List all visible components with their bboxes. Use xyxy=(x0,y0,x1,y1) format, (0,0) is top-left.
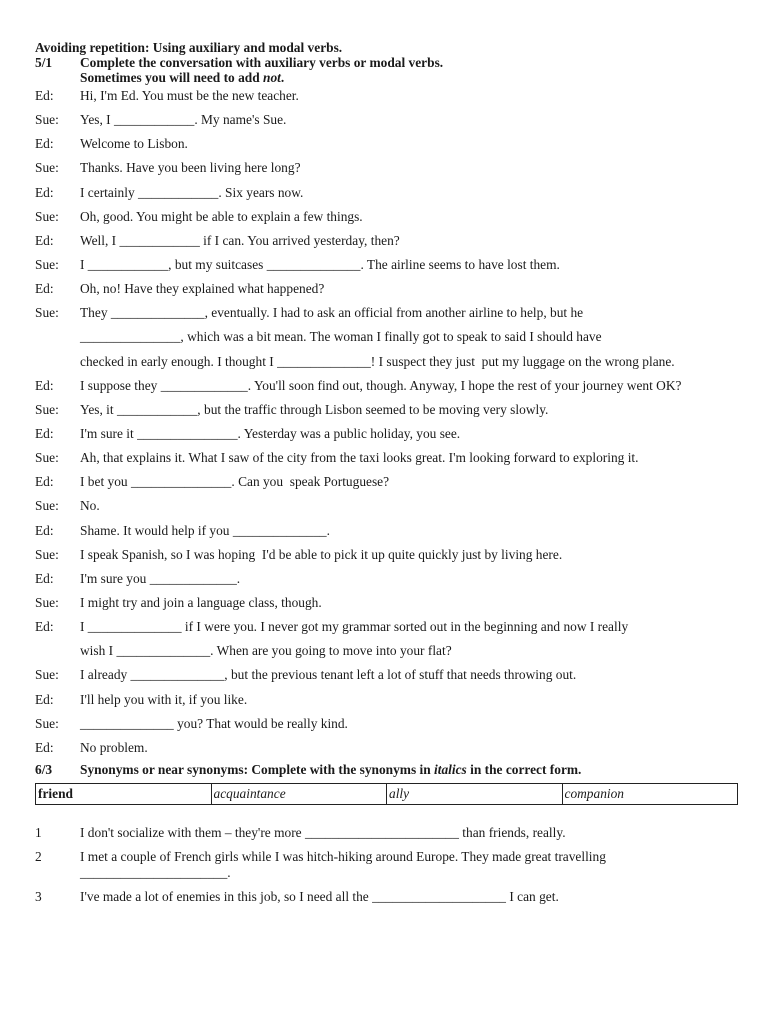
speaker-label: Sue: xyxy=(35,160,59,176)
dialogue-line xyxy=(35,209,740,225)
exercise-1-instructions xyxy=(80,55,443,85)
speaker-label: Ed: xyxy=(35,377,54,393)
speaker-label: Ed: xyxy=(35,619,54,635)
dialogue-text: Hi, I'm Ed. You must be the new teacher. xyxy=(80,88,299,103)
dialogue-line xyxy=(35,329,740,345)
dialogue-line xyxy=(35,474,740,490)
dialogue-text: No problem. xyxy=(80,739,148,755)
instruction-text-end: . xyxy=(280,70,285,85)
speaker-label: Sue: xyxy=(35,498,59,514)
dialogue-text: I'm sure it _______________. Yesterday was a public holiday, you see. xyxy=(80,425,461,441)
dialogue-line xyxy=(35,88,740,104)
synonym-row xyxy=(36,783,738,804)
question-text: I don't socialize with them – they're more _______________________ than friends, really. xyxy=(80,824,566,840)
exercise-2-number: 6/3 xyxy=(35,761,53,777)
dialogue-line xyxy=(35,643,740,659)
dialogue-line xyxy=(35,498,740,514)
instruction-emphasis: not xyxy=(263,70,281,85)
dialogue-text: I speak Spanish, so I was hoping I'd be able to pick it up quite quickly just by living here. xyxy=(80,546,563,562)
dialogue-text: I'll help you with it, if you like. xyxy=(80,691,248,707)
dialogue-text: I might try and join a language class, though. xyxy=(80,594,322,610)
dialogue-line xyxy=(35,619,740,635)
speaker-label: Sue: xyxy=(35,715,59,731)
speaker-label: Ed: xyxy=(35,184,54,200)
dialogue-line xyxy=(35,378,740,394)
dialogue-line xyxy=(35,305,740,321)
dialogue-text: _______________, which was a bit mean. The woman I finally got to speak to said I should have xyxy=(80,329,602,345)
instruction-text: Sometimes you will need to add xyxy=(80,70,264,85)
dialogue-text: I bet you _______________. Can you speak Portuguese? xyxy=(80,474,390,490)
question-item xyxy=(35,849,740,881)
dialogue-text: checked in early enough. I thought I ______________! I suspect they just put my luggage on the wrong plane. xyxy=(80,353,675,369)
dialogue-text: Welcome to Lisbon. xyxy=(80,136,188,152)
instruction-emphasis: italics xyxy=(434,761,467,777)
speaker-label: Sue: xyxy=(35,594,59,610)
speaker-label xyxy=(35,643,80,659)
dialogue-line xyxy=(35,450,740,466)
dialogue-line xyxy=(35,136,740,152)
instruction-text: Synonyms or near synonyms: Complete with the synonyms in xyxy=(80,761,435,777)
speaker-label: Ed: xyxy=(35,281,54,297)
dialogue-line xyxy=(35,547,740,563)
speaker-label: Sue: xyxy=(35,256,59,272)
speaker-label: Sue: xyxy=(35,450,59,466)
speaker-label xyxy=(35,354,80,370)
dialogue-text: I ____________, but my suitcases ______________. The airline seems to have lost them. xyxy=(80,256,560,272)
dialogue-text: Shame. It would help if you ______________. xyxy=(80,522,330,538)
dialogue-line xyxy=(35,257,740,273)
dialogue xyxy=(35,88,740,756)
dialogue-line xyxy=(35,740,740,756)
speaker-label: Sue: xyxy=(35,305,59,321)
synonym-cell-friend: friend xyxy=(36,783,212,804)
exercise-1-instruction-line-2 xyxy=(80,70,443,85)
dialogue-line xyxy=(35,426,740,442)
question-text: I've made a lot of enemies in this job, so I need all the ____________________ I can get. xyxy=(80,888,559,904)
speaker-label: Ed: xyxy=(35,425,54,441)
dialogue-text: I certainly ____________. Six years now. xyxy=(80,184,304,200)
dialogue-text: I ______________ if I were you. I never got my grammar sorted out in the beginning and now I really xyxy=(80,619,629,635)
question-number: 1 xyxy=(35,824,42,840)
speaker-label: Ed: xyxy=(35,522,54,538)
dialogue-line xyxy=(35,112,740,128)
dialogue-text: No. xyxy=(80,498,100,514)
dialogue-text: They ______________, eventually. I had to ask an official from another airline to help, but he xyxy=(80,305,584,321)
dialogue-line xyxy=(35,571,740,587)
dialogue-line xyxy=(35,402,740,418)
dialogue-text: I'm sure you _____________. xyxy=(80,570,241,586)
speaker-label: Ed: xyxy=(35,474,54,490)
dialogue-line xyxy=(35,281,740,297)
dialogue-text: wish I ______________. When are you going to move into your flat? xyxy=(80,643,452,659)
dialogue-text: Yes, it ____________, but the traffic through Lisbon seemed to be moving very slowly. xyxy=(80,401,549,417)
speaker-label: Sue: xyxy=(35,546,59,562)
speaker-label: Ed: xyxy=(35,232,54,248)
speaker-label: Ed: xyxy=(35,88,54,103)
dialogue-line xyxy=(35,185,740,201)
dialogue-line xyxy=(35,354,740,370)
question-number: 2 xyxy=(35,848,42,864)
worksheet-title: Avoiding repetition: Using auxiliary and modal verbs. xyxy=(35,40,343,55)
worksheet-page xyxy=(35,40,740,913)
speaker-label: Ed: xyxy=(35,570,54,586)
dialogue-line xyxy=(35,667,740,683)
speaker-label: Ed: xyxy=(35,691,54,707)
dialogue-line xyxy=(35,233,740,249)
dialogue-line xyxy=(35,692,740,708)
synonym-cell-ally: ally xyxy=(387,783,563,804)
speaker-label xyxy=(35,329,80,345)
dialogue-line xyxy=(35,716,740,732)
speaker-label: Sue: xyxy=(35,667,59,683)
dialogue-text: Yes, I ____________. My name's Sue. xyxy=(80,112,287,128)
question-item xyxy=(35,825,740,841)
question-number: 3 xyxy=(35,888,42,904)
dialogue-text: Ah, that explains it. What I saw of the city from the taxi looks great. I'm looking forward to exploring it. xyxy=(80,450,639,466)
exercise-2-header xyxy=(35,762,740,777)
dialogue-text: ______________ you? That would be really kind. xyxy=(80,715,348,731)
exercise-1-header xyxy=(35,55,740,85)
speaker-label: Ed: xyxy=(35,136,54,152)
dialogue-text: I already ______________, but the previous tenant left a lot of stuff that needs throwing out. xyxy=(80,667,577,683)
question-list xyxy=(35,825,740,905)
synonym-table xyxy=(35,783,738,805)
synonym-cell-companion: companion xyxy=(562,783,738,804)
dialogue-text: Well, I ____________ if I can. You arrived yesterday, then? xyxy=(80,232,400,248)
dialogue-line xyxy=(35,523,740,539)
instruction-text-end: in the correct form. xyxy=(466,761,582,777)
exercise-2-instruction xyxy=(80,762,581,777)
speaker-label: Sue: xyxy=(35,208,59,224)
dialogue-text: I suppose they _____________. You'll soon find out, though. Anyway, I hope the rest of your journey went OK? xyxy=(80,377,682,393)
dialogue-line xyxy=(35,160,740,176)
synonym-cell-acquaintance: acquaintance xyxy=(211,783,387,804)
question-item xyxy=(35,889,740,905)
dialogue-line xyxy=(35,595,740,611)
dialogue-text: Oh, good. You might be able to explain a few things. xyxy=(80,208,363,224)
speaker-label: Sue: xyxy=(35,112,59,128)
exercise-1-number: 5/1 xyxy=(35,55,53,70)
dialogue-text: Thanks. Have you been living here long? xyxy=(80,160,301,176)
dialogue-text: Oh, no! Have they explained what happened? xyxy=(80,281,325,297)
speaker-label: Ed: xyxy=(35,739,54,755)
exercise-1-instruction-line-1: Complete the conversation with auxiliary verbs or modal verbs. xyxy=(80,55,444,70)
speaker-label: Sue: xyxy=(35,401,59,417)
question-text: I met a couple of French girls while I was hitch-hiking around Europe. They made great travelling ______________________. xyxy=(80,848,606,880)
